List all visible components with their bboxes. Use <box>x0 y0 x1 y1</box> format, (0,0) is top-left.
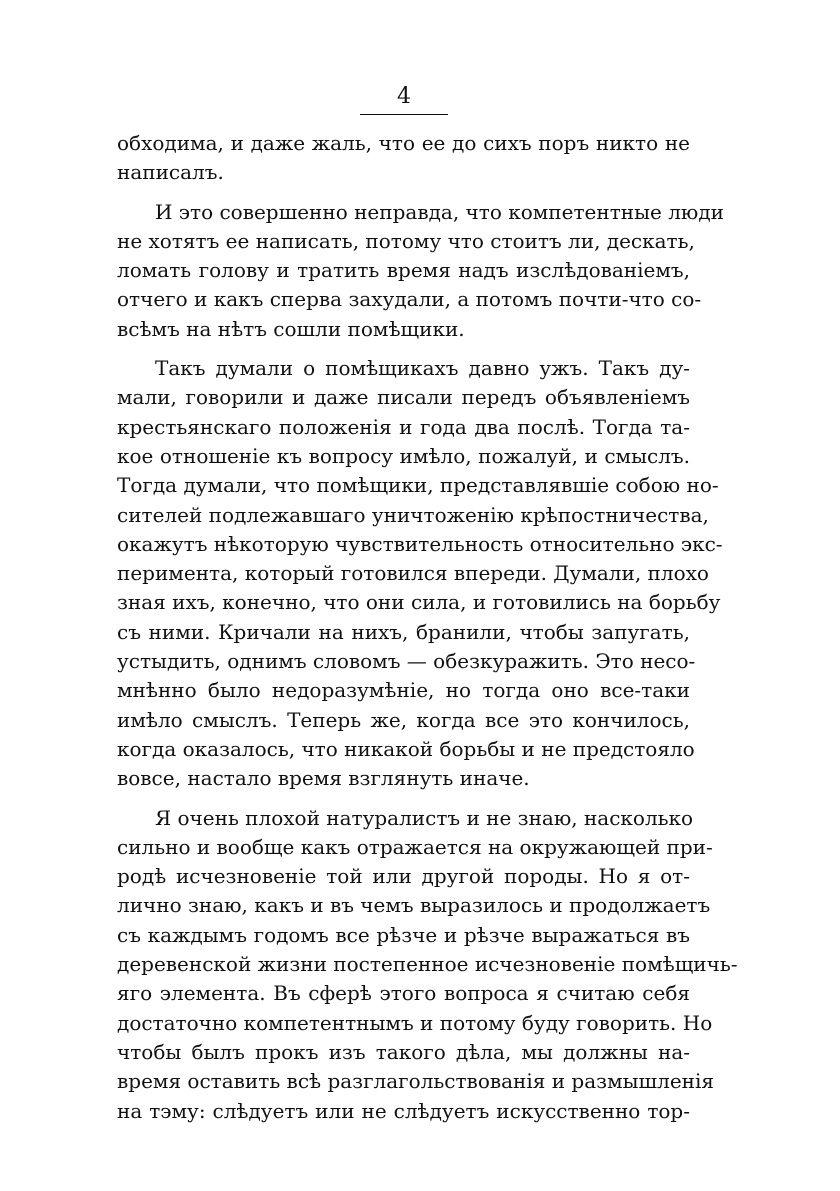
text-line: время оставить всѣ разглагольствованія и размышленія <box>117 1069 715 1094</box>
paragraph <box>117 354 723 793</box>
page-number: 4 <box>360 84 448 115</box>
paragraph <box>117 198 724 344</box>
text-line: съ ними. Кричали на нихъ, бранили, чтобы запугать, <box>117 619 690 644</box>
text-line: окажутъ нѣкоторую чувствительность относительно экс- <box>117 531 723 556</box>
text-line: написалъ. <box>117 160 224 185</box>
text-line: отчего и какъ сперва захудали, а потомъ почти-что со- <box>117 287 702 312</box>
text-line: имѣло смыслъ. Теперь же, когда все это кончилось, <box>117 707 690 732</box>
text-line: лично знаю, какъ и въ чемъ выразилось и продолжаетъ <box>117 893 711 918</box>
text-line: Такъ думали о помѣщикахъ давно ужъ. Такъ ду- <box>155 356 690 381</box>
text-line: сильно и вообще какъ отражается на окружающей при- <box>117 834 713 859</box>
text-line: съ каждымъ годомъ все рѣзче и рѣзче выражаться въ <box>117 922 690 947</box>
text-line: устыдить, однимъ словомъ — обезкуражить. Это несо- <box>117 649 696 674</box>
text-line: И это совершенно неправда, что компетентные люди <box>155 199 724 224</box>
text-line: сителей подлежавшаго уничтоженію крѣпостничества, <box>117 502 709 527</box>
text-line: не хотятъ ее написать, потому что стоитъ ли, дескать, <box>117 228 695 253</box>
text-line: перимента, который готовился впереди. Думали, плохо <box>117 561 709 586</box>
text-line: крестьянскаго положенія и года два послѣ. Тогда та- <box>117 414 690 439</box>
text-line: ломать голову и тратить время надъ изслѣдованіемъ, <box>117 258 690 283</box>
body-text <box>117 129 738 1126</box>
paragraph <box>117 804 738 1126</box>
text-line: кое отношеніе къ вопросу имѣло, пожалуй, и смыслъ. <box>117 443 690 468</box>
text-line: зная ихъ, конечно, что они сила, и готовились на борьбу <box>117 590 721 615</box>
text-line: на тэму: слѣдуетъ или не слѣдуетъ искусственно тор- <box>117 1098 690 1123</box>
text-line: Я очень плохой натуралистъ и не знаю, насколько <box>155 805 694 830</box>
text-line: когда оказалось, что никакой борьбы и не предстояло <box>117 736 695 761</box>
text-line: мнѣнно было недоразумѣніе, но тогда оно все-таки <box>117 678 690 703</box>
text-line: яго элемента. Въ сферѣ этого вопроса я считаю себя <box>117 981 690 1006</box>
text-line: чтобы былъ прокъ изъ такого дѣла, мы должны на- <box>117 1039 690 1064</box>
text-line: достаточно компетентнымъ и потому буду говорить. Но <box>117 1010 713 1035</box>
text-line: обходима, и даже жаль, что ее до сихъ поръ никто не <box>117 131 690 155</box>
text-line: мали, говорили и даже писали передъ объявленіемъ <box>117 385 690 410</box>
text-line: Тогда думали, что помѣщики, представлявшіе собою но- <box>117 473 719 498</box>
text-line: всѣмъ на нѣтъ сошли помѣщики. <box>117 316 465 341</box>
text-line: вовсе, настало время взглянуть иначе. <box>117 766 530 791</box>
paragraph <box>117 129 690 188</box>
text-line: деревенской жизни постепенное исчезновеніе помѣщичь- <box>117 952 738 977</box>
text-line: родѣ исчезновеніе той или другой породы. Но я от- <box>117 864 690 889</box>
